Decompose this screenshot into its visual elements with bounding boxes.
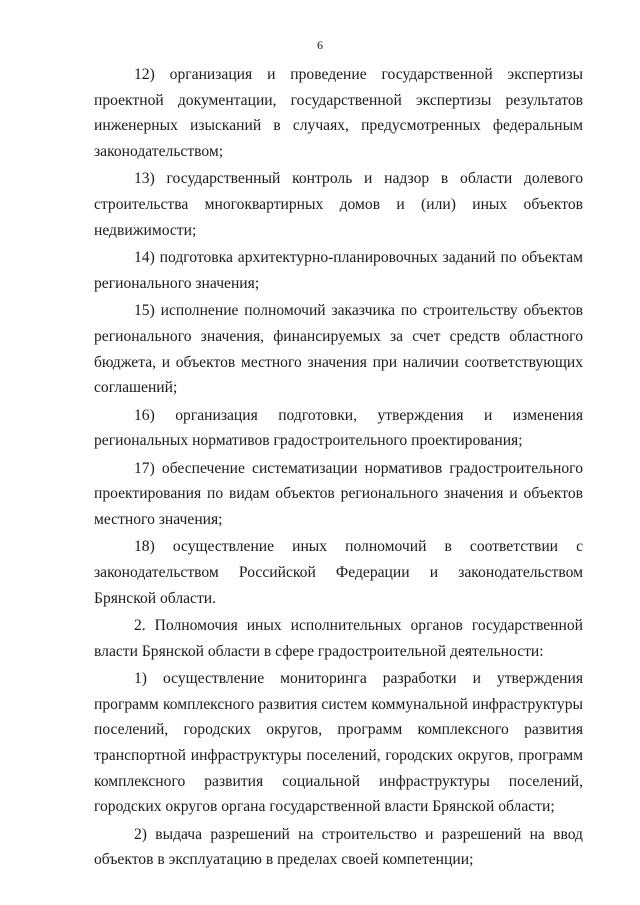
paragraph-item-16: 16) организация подготовки, утверждения и изменения региональных нормативов градостроительного проектирования; xyxy=(94,406,583,450)
paragraph-item-15: 15) исполнение полномочий заказчика по строительству объектов регионального значения, финансируемых за счет средств областного бюджета, и объектов местного значения при наличии соответствующих соглашений; xyxy=(94,302,583,397)
paragraph-item-18: 18) осуществление иных полномочий в соответствии с законодательством Российской Федерации и законодательством Брянской области. xyxy=(94,538,583,607)
paragraph-item-12: 12) организация и проведение государственной экспертизы проектной документации, государственной экспертизы результатов инженерных изысканий в случаях, предусмотренных федеральным законодательством; xyxy=(94,66,583,161)
paragraph-section2-item-2: 2) выдача разрешений на строительство и разрешений на ввод объектов в эксплуатацию в пределах своей компетенции; xyxy=(94,825,583,869)
section-2-heading-paragraph: 2. Полномочия иных исполнительных органов государственной власти Брянской области в сфере градостроительной деятельности: xyxy=(94,616,583,660)
document-body xyxy=(94,62,583,875)
paragraph-item-14: 14) подготовка архитектурно-планировочных заданий по объектам регионального значения; xyxy=(94,249,583,292)
paragraph-section2-item-1: 1) осуществление мониторинга разработки и утверждения программ комплексного развития систем коммунальной инфраструктуры поселений, городских округов, программ комплексного развития транспортной инфраструктуры поселений, городских округов, программ комплексного развития социальной инфраструктуры поселений, городских округов органа государственной власти Брянской области; xyxy=(94,669,583,816)
page-number: 6 xyxy=(317,38,323,52)
paragraph-item-17: 17) обеспечение систематизации нормативов градостроительного проектирования по видам объектов регионального значения и объектов местного значения; xyxy=(94,459,583,528)
paragraph-item-13: 13) государственный контроль и надзор в области долевого строительства многоквартирных домов и (или) иных объектов недвижимости; xyxy=(94,170,583,239)
scan-speck xyxy=(540,348,541,349)
